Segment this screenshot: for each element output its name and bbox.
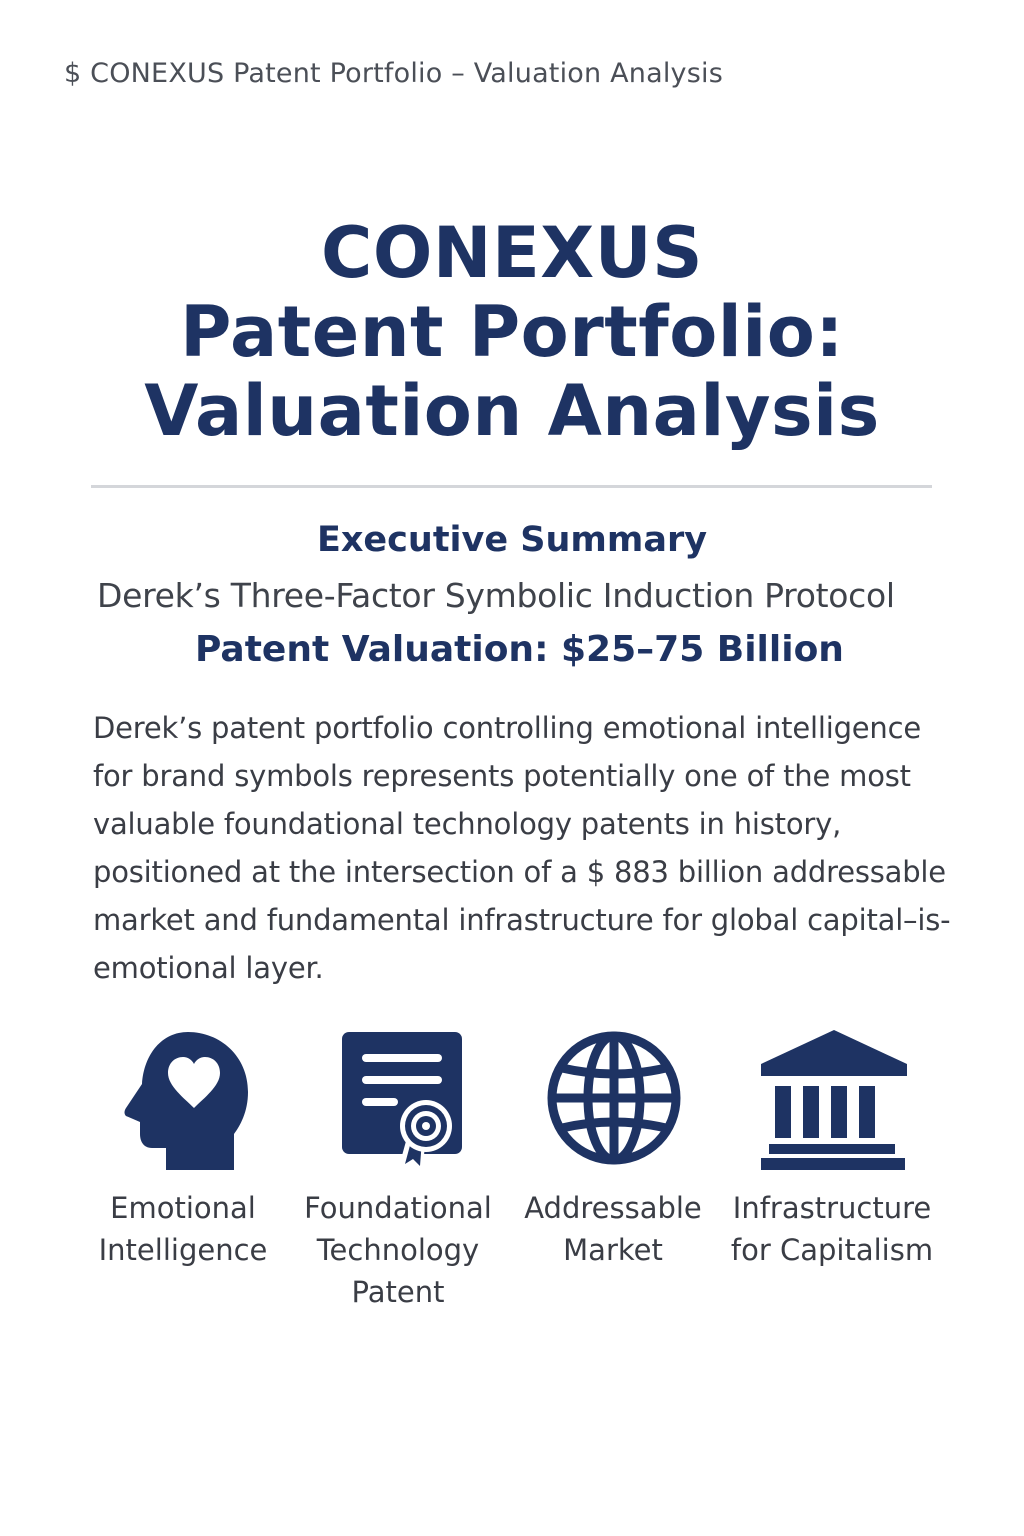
feature-label-line: Patent (351, 1275, 445, 1309)
paragraph-line: positioned at the intersection of a $ 883 billion addressable (93, 855, 946, 889)
feature-label-addressable-market (517, 1187, 709, 1271)
feature-label-emotional-intelligence (93, 1187, 273, 1271)
feature-label-line: Intelligence (98, 1233, 268, 1267)
head-heart-icon (124, 1030, 250, 1172)
feature-label-line: Market (563, 1233, 663, 1267)
executive-summary-heading: Executive Summary (316, 520, 708, 560)
page-header: $ CONEXUS Patent Portfolio – Valuation Analysis (64, 58, 723, 89)
feature-label-line: Emotional (110, 1191, 256, 1225)
bank-building-icon (759, 1030, 909, 1170)
feature-label-infrastructure-for-capitalism (726, 1187, 938, 1271)
protocol-subtitle: Derek’s Three-Factor Symbolic Induction Protocol (97, 576, 895, 615)
paragraph-line: for brand symbols represents potentially one of the most (93, 759, 911, 793)
feature-label-foundational-technology-patent (298, 1187, 498, 1313)
feature-label-line: Foundational (304, 1191, 492, 1225)
summary-paragraph (93, 704, 963, 992)
paragraph-line: emotional layer. (93, 951, 324, 985)
title-line-1: CONEXUS (320, 212, 703, 294)
title-line-2: Patent Portfolio: (180, 291, 844, 373)
feature-label-line: Technology (316, 1233, 480, 1267)
feature-label-line: for Capitalism (730, 1233, 934, 1267)
page-title (0, 214, 1024, 451)
paragraph-line: Derek’s patent portfolio controlling emotional intelligence (93, 711, 921, 745)
feature-label-line: Addressable (524, 1191, 702, 1225)
globe-icon (546, 1030, 682, 1166)
title-line-3: Valuation Analysis (144, 370, 880, 452)
valuation-headline: Patent Valuation: $25–75 Billion (195, 629, 844, 670)
title-divider (91, 485, 932, 488)
certificate-icon (340, 1030, 464, 1172)
paragraph-line: market and fundamental infrastructure for global capital–is- (93, 903, 951, 937)
feature-label-line: Infrastructure (732, 1191, 932, 1225)
paragraph-line: valuable foundational technology patents in history, (93, 807, 842, 841)
